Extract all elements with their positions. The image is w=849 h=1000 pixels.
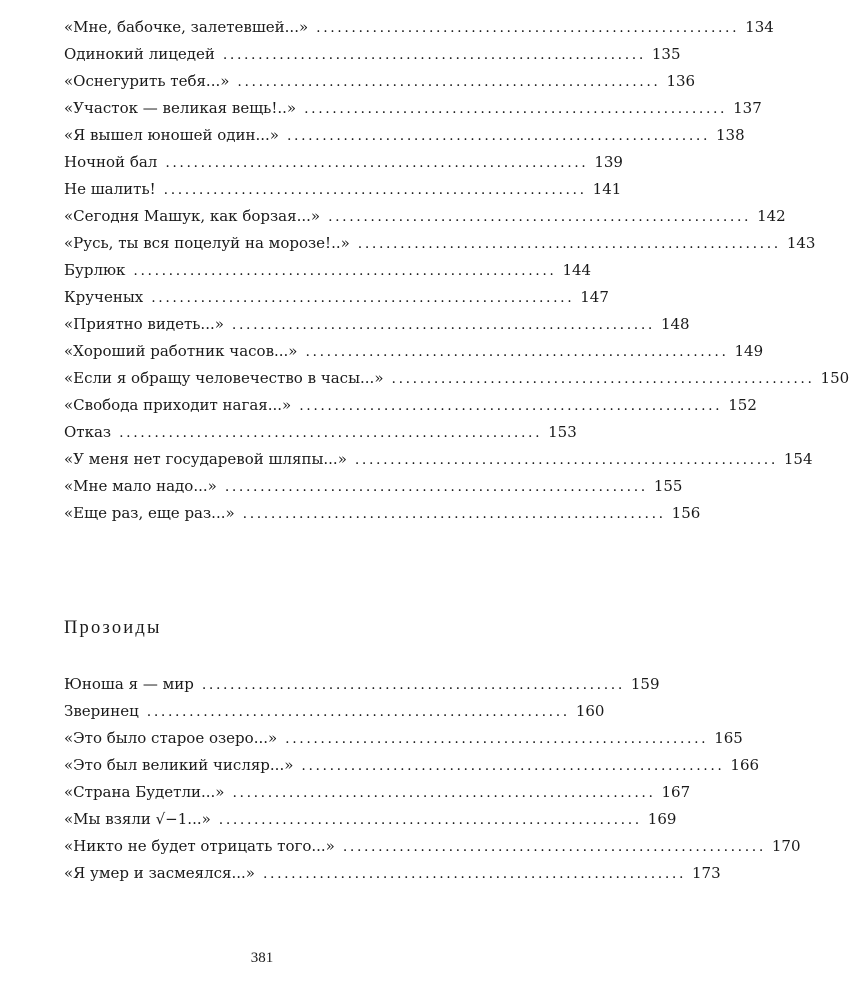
toc-entry [64, 833, 801, 860]
dot-leader: ............................................................ [201, 677, 625, 693]
toc-entry-title: «Еще раз, еще раз...» [64, 504, 235, 522]
toc-entry [64, 779, 691, 806]
dot-leader: ............................................................ [316, 20, 740, 36]
toc-entry-page: 159 [630, 675, 660, 693]
toc-entry-title: «У меня нет государевой шляпы...» [64, 450, 347, 468]
dot-leader: ............................................................ [391, 371, 815, 387]
toc-entry-title: Одинокий лицедей [64, 45, 215, 63]
toc-entry-page: 138 [716, 126, 745, 144]
toc-entry-page: 139 [594, 153, 623, 171]
toc-entry-title: «Участок — великая вещь!..» [64, 99, 297, 117]
toc-entry [64, 122, 745, 149]
toc-entry [64, 14, 774, 41]
dot-leader: ............................................................ [342, 839, 766, 855]
dot-leader: ............................................................ [163, 182, 587, 198]
toc-entry [64, 419, 577, 446]
dot-leader: ............................................................ [151, 290, 575, 306]
dot-leader: ............................................................ [286, 128, 710, 144]
toc-entry-title: Зверинец [64, 702, 139, 720]
toc-entry-page: 155 [653, 477, 683, 495]
toc-entry [64, 446, 813, 473]
toc-entry [64, 41, 681, 68]
dot-leader: ............................................................ [165, 155, 589, 171]
toc-entry-title: «Свобода приходит нагая...» [64, 396, 292, 414]
toc-entry-page: 148 [660, 315, 690, 333]
dot-leader: ............................................................ [133, 263, 557, 279]
toc-entry [64, 392, 757, 419]
toc-entry-title: «Никто не будет отрицать того...» [64, 837, 335, 855]
toc-entry [64, 860, 721, 887]
toc-entry-title: «Мы взяли √−1...» [64, 810, 211, 828]
toc-entry [64, 671, 660, 698]
toc-entry-title: «Мне мало надо...» [64, 477, 217, 495]
toc-entry-title: Крученых [64, 288, 144, 306]
toc-entry [64, 257, 592, 284]
toc-entry [64, 284, 609, 311]
toc-entry-title: Не шалить! [64, 180, 156, 198]
dot-leader: ............................................................ [301, 758, 725, 774]
toc-entry [64, 230, 816, 257]
toc-entry [64, 365, 849, 392]
toc-entry-title: Бурлюк [64, 261, 126, 279]
dot-leader: ............................................................ [299, 398, 723, 414]
toc-entry-page: 137 [733, 99, 762, 117]
toc-entry-page: 167 [661, 783, 691, 801]
toc-list-main [64, 14, 849, 527]
toc-entry [64, 149, 623, 176]
dot-leader: ............................................................ [231, 317, 655, 333]
dot-leader: ............................................................ [354, 452, 778, 468]
dot-leader: ............................................................ [357, 236, 781, 252]
dot-leader: ............................................................ [237, 74, 661, 90]
page-number: 381 [250, 950, 274, 966]
toc-entry-page: 135 [651, 45, 681, 63]
toc-entry-page: 150 [820, 369, 849, 387]
toc-entry [64, 725, 743, 752]
toc-entry [64, 473, 683, 500]
toc-entry-title: Отказ [64, 423, 112, 441]
toc-entry-title: «Оснегурить тебя...» [64, 72, 230, 90]
toc-entry [64, 752, 760, 779]
toc-entry-page: 141 [592, 180, 622, 198]
toc-entry-page: 147 [580, 288, 609, 306]
toc-entry-page: 166 [730, 756, 760, 774]
toc-entry-title: «Приятно видеть...» [64, 315, 224, 333]
toc-entry [64, 698, 605, 725]
toc-entry [64, 68, 696, 95]
toc-entry-page: 160 [575, 702, 605, 720]
toc-entry-page: 156 [671, 504, 701, 522]
toc-entry [64, 500, 701, 527]
toc-entry-title: «Русь, ты вся поцелуй на морозе!..» [64, 234, 350, 252]
toc-entry-page: 154 [783, 450, 813, 468]
toc-entry-title: «Хороший работник часов...» [64, 342, 298, 360]
dot-leader: ............................................................ [224, 479, 648, 495]
toc-entry [64, 806, 677, 833]
toc-entry-page: 169 [647, 810, 677, 828]
section-heading: Прозоиды [64, 618, 162, 638]
dot-leader: ............................................................ [262, 866, 686, 882]
dot-leader: ............................................................ [218, 812, 642, 828]
dot-leader: ............................................................ [285, 731, 709, 747]
toc-entry-title: «Если я обращу человечество в часы...» [64, 369, 384, 387]
dot-leader: ............................................................ [304, 101, 728, 117]
toc-entry-page: 142 [757, 207, 786, 225]
toc-entry [64, 338, 764, 365]
toc-entry-title: «Я вышел юношей один...» [64, 126, 279, 144]
toc-entry-title: «Страна Будетли...» [64, 783, 225, 801]
toc-entry-page: 173 [692, 864, 721, 882]
toc-entry-page: 136 [666, 72, 696, 90]
toc-list-prozoidy [64, 671, 801, 887]
toc-entry-page: 144 [562, 261, 592, 279]
toc-entry-title: «Это был великий числяр...» [64, 756, 294, 774]
dot-leader: ............................................................ [305, 344, 729, 360]
toc-entry-title: Ночной бал [64, 153, 158, 171]
toc-entry [64, 311, 690, 338]
toc-entry [64, 203, 786, 230]
toc-entry-title: «Я умер и засмеялся...» [64, 864, 255, 882]
toc-entry-page: 152 [728, 396, 757, 414]
toc-entry-page: 143 [786, 234, 816, 252]
dot-leader: ............................................................ [242, 506, 666, 522]
dot-leader: ............................................................ [232, 785, 656, 801]
toc-entry [64, 95, 762, 122]
toc-entry-title: Юноша я — мир [64, 675, 194, 693]
toc-entry [64, 176, 622, 203]
dot-leader: ............................................................ [119, 425, 543, 441]
dot-leader: ............................................................ [328, 209, 752, 225]
dot-leader: ............................................................ [222, 47, 646, 63]
toc-entry-page: 170 [771, 837, 801, 855]
toc-entry-title: «Сегодня Машук, как борзая...» [64, 207, 321, 225]
toc-entry-page: 153 [548, 423, 577, 441]
toc-entry-title: «Мне, бабочке, залетевшей...» [64, 18, 309, 36]
toc-entry-title: «Это было старое озеро...» [64, 729, 278, 747]
dot-leader: ............................................................ [146, 704, 570, 720]
toc-entry-page: 165 [714, 729, 743, 747]
toc-entry-page: 134 [745, 18, 774, 36]
toc-entry-page: 149 [734, 342, 764, 360]
